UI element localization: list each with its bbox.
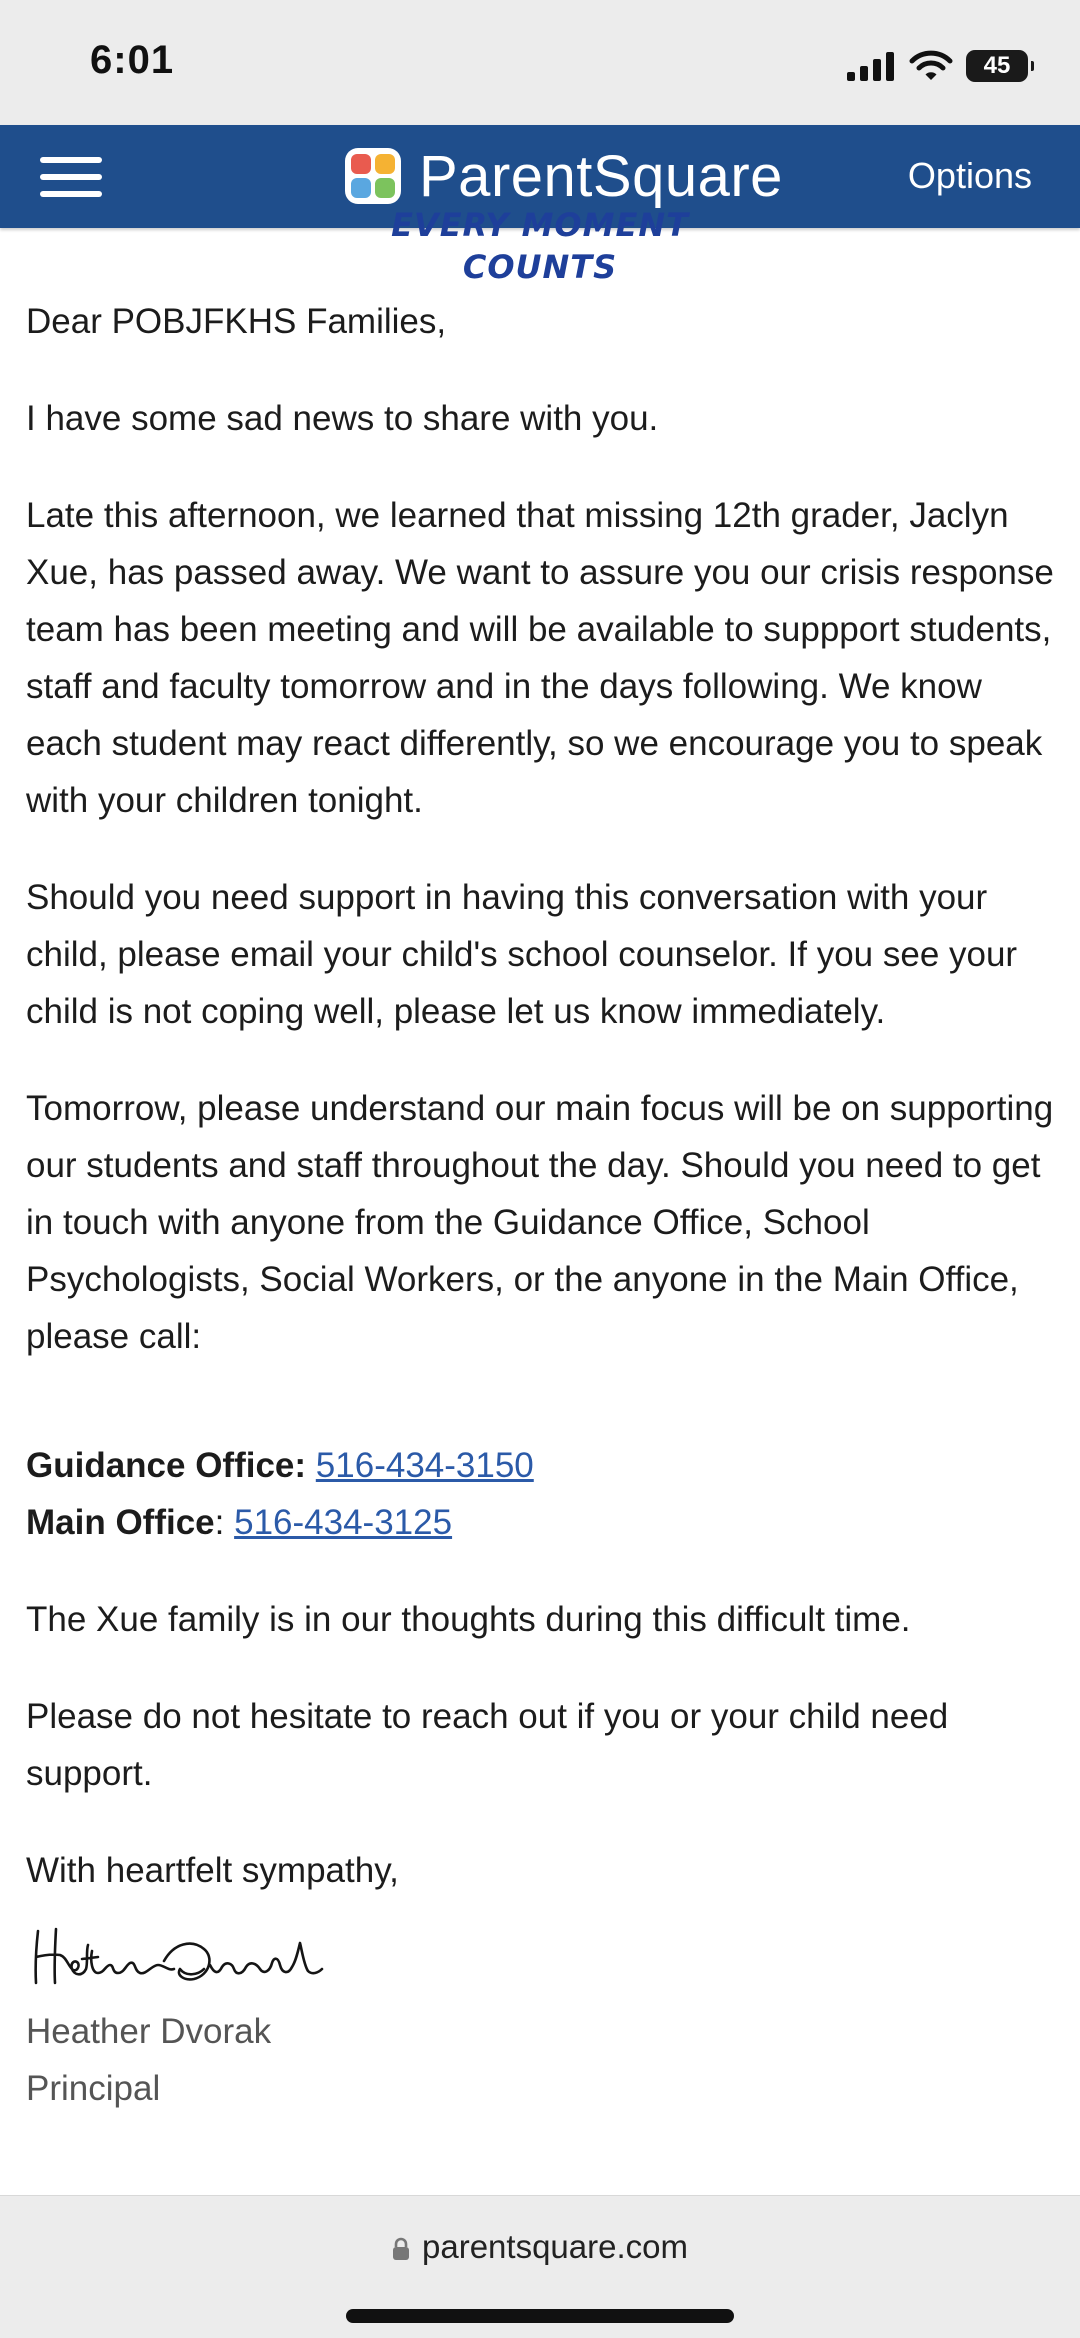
- main-office-phone-link[interactable]: 516-434-3125: [234, 1503, 453, 1542]
- status-icons: [846, 44, 1028, 88]
- options-button[interactable]: Options: [907, 155, 1032, 196]
- contact-main-office: [26, 1494, 1056, 1551]
- url-field[interactable]: [0, 2228, 1080, 2266]
- message-paragraph: Tomorrow, please understand our main focus will be on supporting our students and staff throughout the day. Should you need to get in touch with anyone from the Guidance Office, School Psychologists, Social Workers, or the anyone in the Main Office, please call:: [26, 1089, 1054, 1356]
- guidance-phone-link[interactable]: 516-434-3150: [315, 1446, 534, 1485]
- closing: With heartfelt sympathy,: [26, 1851, 399, 1890]
- banner-image: [0, 206, 1080, 290]
- brand[interactable]: [345, 143, 783, 209]
- status-time: 6:01: [90, 38, 175, 82]
- signal-icon: [846, 51, 896, 81]
- contact-block: [26, 1437, 1056, 1551]
- message-body: [26, 293, 1056, 2117]
- message-paragraph: Please do not hesitate to reach out if you or your child need support.: [26, 1697, 949, 1793]
- greeting: Dear POBJFKHS Families,: [26, 302, 447, 341]
- signature-image: [26, 1921, 326, 1997]
- contact-label: Main Office: [26, 1503, 215, 1542]
- brand-name: ParentSquare: [419, 143, 783, 209]
- message-paragraph: Late this afternoon, we learned that missing 12th grader, Jaclyn Xue, has passed away. We want to assure you our crisis response team has been meeting and will be available to suppport students, staff and faculty tomorrow and in the days following. We know each student may react differently, so we encourage you to speak with your children tonight.: [26, 496, 1054, 820]
- lock-icon: [392, 2237, 410, 2261]
- home-indicator[interactable]: [346, 2309, 734, 2323]
- message-paragraph: I have some sad news to share with you.: [26, 399, 659, 438]
- contact-guidance: [26, 1437, 1056, 1494]
- banner-top-text: EVERY MOMENT: [391, 206, 689, 244]
- wifi-icon: [910, 50, 952, 82]
- contact-label: Guidance Office:: [26, 1446, 307, 1485]
- contact-separator: :: [214, 1503, 225, 1542]
- url-text: parentsquare.com: [422, 2228, 688, 2265]
- signer-name: Heather Dvorak: [26, 2012, 272, 2051]
- browser-url-bar: [0, 2195, 1080, 2338]
- banner-bottom-text: COUNTS: [462, 248, 618, 286]
- menu-icon[interactable]: [40, 155, 102, 199]
- signer-title: Principal: [26, 2069, 161, 2108]
- status-bar: [0, 0, 1080, 125]
- battery-level: 45: [983, 52, 1011, 79]
- parentsquare-logo-icon: [345, 148, 401, 204]
- battery-icon: [966, 50, 1028, 82]
- message-paragraph: The Xue family is in our thoughts during this difficult time.: [26, 1600, 911, 1639]
- message-paragraph: Should you need support in having this conversation with your child, please email your child's school counselor. If you see your child is not coping well, please let us know immediately.: [26, 878, 1018, 1031]
